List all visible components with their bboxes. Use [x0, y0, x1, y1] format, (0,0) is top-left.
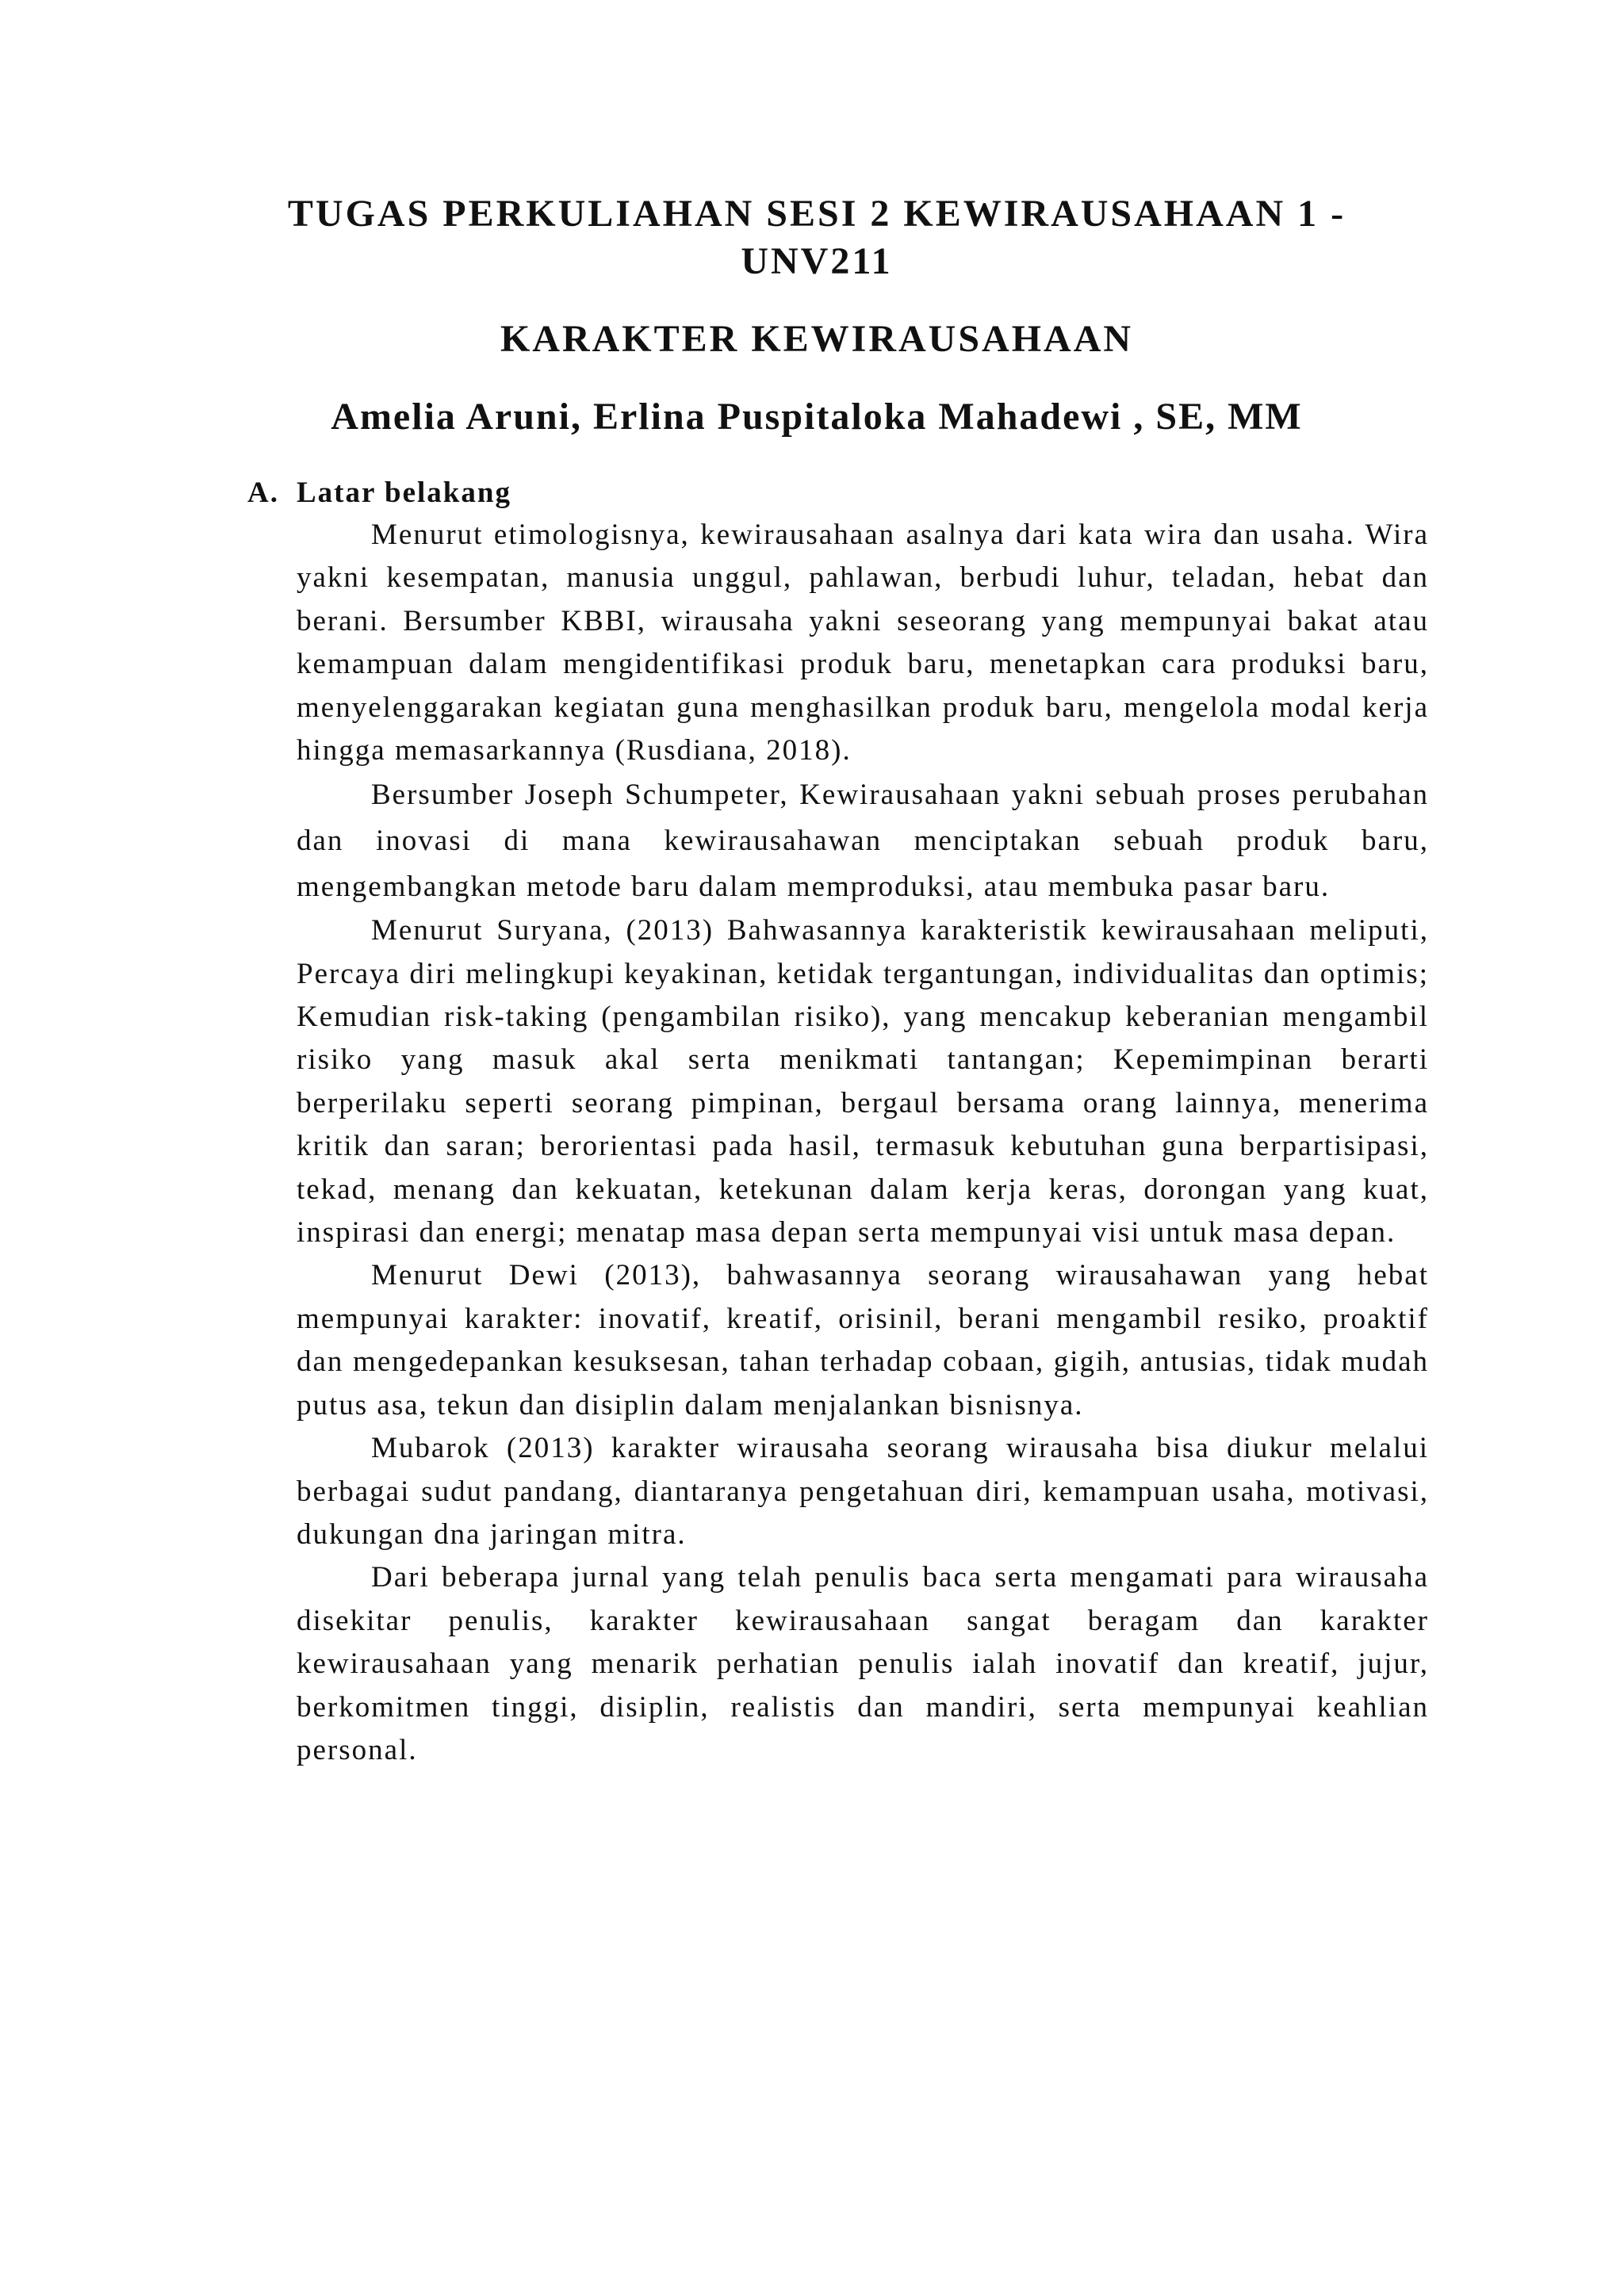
- paragraph: Menurut Dewi (2013), bahwasannya seorang wirausahawan yang hebat mempunyai karakter: inovatif, kreatif, orisinil, berani mengambil resiko, proaktif dan mengedepankan kesuksesan, tahan terhadap cobaan, gigih, antusias, tidak mudah putus asa, tekun dan disiplin dalam menjalankan bisnisnya.: [297, 1259, 1429, 1422]
- section-latar-belakang: [247, 473, 1429, 1772]
- section-heading: [247, 473, 1429, 514]
- paragraph: Bersumber Joseph Schumpeter, Kewirausahaan yakni sebuah proses perubahan dan inovasi di mana kewirausahawan menciptakan sebuah produk baru, mengembangkan metode baru dalam memproduksi, atau membuka pasar baru.: [297, 779, 1429, 903]
- paragraph: Menurut etimologisnya, kewirausahaan asalnya dari kata wira dan usaha. Wira yakni kesempatan, manusia unggul, pahlawan, berbudi luhur, teladan, hebat dan berani. Bersumber KBBI, wirausaha yakni seseorang yang mempunyai bakat atau kemampuan dalam mengidentifikasi produk baru, menetapkan cara produksi baru, menyelenggarakan kegiatan guna menghasilkan produk baru, mengelola modal kerja hingga memasarkannya (Rusdiana, 2018).: [297, 519, 1429, 767]
- title-block: [222, 190, 1411, 441]
- section-body: [297, 514, 1429, 1772]
- document-authors: Amelia Aruni, Erlina Puspitaloka Mahadewi , SE, MM: [331, 396, 1303, 438]
- paragraph: Dari beberapa jurnal yang telah penulis baca serta mengamati para wirausaha disekitar penulis, karakter kewirausahaan sangat beragam dan karakter kewirausahaan yang menarik perhatian penulis ialah inovatif dan kreatif, jujur, berkomitmen tinggi, disiplin, realistis dan mandiri, serta mempunyai keahlian personal.: [297, 1561, 1429, 1766]
- document-subtitle: KARAKTER KEWIRAUSAHAAN: [500, 318, 1134, 360]
- paragraph: Mubarok (2013) karakter wirausaha seorang wirausaha bisa diukur melalui berbagai sudut pandang, diantaranya pengetahuan diri, kemampuan usaha, motivasi, dukungan dna jaringan mitra.: [297, 1432, 1429, 1551]
- section-heading-text: Latar belakang: [297, 476, 511, 509]
- section-marker: A.: [247, 476, 279, 509]
- paragraph: Menurut Suryana, (2013) Bahwasannya karakteristik kewirausahaan meliputi, Percaya diri melingkupi keyakinan, ketidak tergantungan, individualitas dan optimis; Kemudian risk-taking (pengambilan risiko), yang mencakup keberanian mengambil risiko yang masuk akal serta menikmati tantangan; Kepemimpinan berarti berperilaku seperti seorang pimpinan, bergaul bersama orang lainnya, menerima kritik dan saran; berorientasi pada hasil, termasuk kebutuhan guna berpartisipasi, tekad, menang dan kekuatan, ketekunan dalam kerja keras, dorongan yang kuat, inspirasi dan energi; menatap masa depan serta mempunyai visi untuk masa depan.: [297, 914, 1429, 1249]
- document-title: TUGAS PERKULIAHAN SESI 2 KEWIRAUSAHAAN 1 - UNV211: [287, 193, 1346, 282]
